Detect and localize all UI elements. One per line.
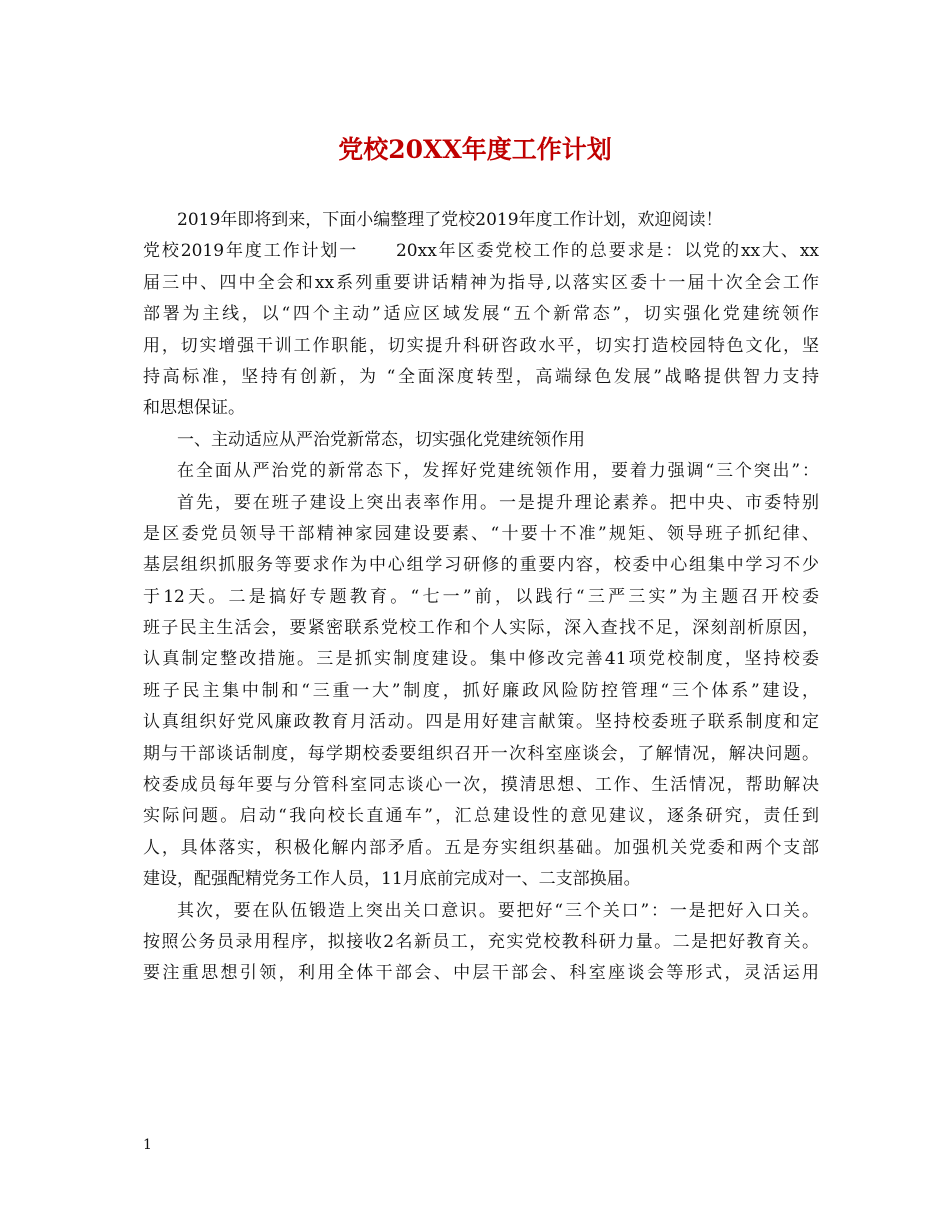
paragraph-line: 期与干部谈话制度，每学期校委要组织召开一次科室座谈会，了解情况，解决问题。	[143, 743, 819, 764]
paragraph-line: 认真组织好党风廉政教育月活动。四是用好建言献策。坚持校委班子联系制度和定	[143, 712, 819, 733]
paragraph-line: 建设，配强配精党务工作人员，11月底前完成对一、二支部换届。	[143, 869, 641, 890]
paragraph-line: 和思想保证。	[143, 398, 245, 419]
paragraph-line: 按照公务员录用程序，拟接收2名新员工，充实党校教科研力量。二是把好教育关。	[143, 931, 819, 952]
paragraph-line: 班子民主集中制和“三重一大”制度，抓好廉政风险防控管理“三个体系”建设，	[143, 680, 819, 701]
paragraph-line: 部署为主线，以“四个主动”适应区域发展“五个新常态”，切实强化党建统领作	[143, 304, 819, 325]
paragraph-line: 要注重思想引领，利用全体干部会、中层干部会、科室座谈会等形式，灵活运用	[143, 963, 819, 984]
paragraph-line: 一、主动适应从严治党新常态，切实强化党建统领作用	[177, 429, 585, 450]
paragraph-line: 持高标准，坚持有创新，为 “全面深度转型，高端绿色发展”战略提供智力支持	[143, 366, 819, 387]
paragraph-line: 用，切实增强干训工作职能，切实提升科研咨政水平，切实打造校园特色文化，坚	[143, 335, 819, 356]
paragraph-line: 在全面从严治党的新常态下，发挥好党建统领作用，要着力强调“三个突出”：	[177, 461, 819, 482]
document-body	[143, 205, 819, 990]
paragraph-line: 实际问题。启动“我向校长直通车”，汇总建设性的意见建议，逐条研究，责任到	[143, 806, 819, 827]
paragraph-line: 2019年即将到来，下面小编整理了党校2019年度工作计划，欢迎阅读！	[177, 210, 723, 230]
paragraph-line: 其次，要在队伍锻造上突出关口意识。要把好“三个关口”：一是把好入口关。	[177, 900, 819, 921]
paragraph-line: 首先，要在班子建设上突出表率作用。一是提升理论素养。把中央、市委特别	[177, 492, 819, 513]
paragraph-line: 校委成员每年要与分管科室同志谈心一次，摸清思想、工作、生活情况，帮助解决	[143, 775, 819, 796]
paragraph-line: 届三中、四中全会和xx系列重要讲话精神为指导,以落实区委十一届十次全会工作	[143, 272, 819, 293]
paragraph-line: 人，具体落实，积极化解内部矛盾。五是夯实组织基础。加强机关党委和两个支部	[143, 837, 819, 858]
paragraph-line: 于12天。二是搞好专题教育。“七一”前，以践行“三严三实”为主题召开校委	[143, 586, 819, 607]
page-number: 1	[143, 1137, 152, 1153]
paragraph-line: 认真制定整改措施。三是抓实制度建设。集中修改完善41项党校制度，坚持校委	[143, 649, 819, 670]
paragraph-line: 基层组织抓服务等要求作为中心组学习研修的重要内容，校委中心组集中学习不少	[143, 555, 819, 576]
paragraph-line: 党校2019年度工作计划一 20xx年区委党校工作的总要求是：以党的xx大、xx	[143, 241, 819, 262]
paragraph-line: 班子民主生活会，要紧密联系党校工作和个人实际，深入查找不足，深刻剖析原因，	[143, 618, 819, 639]
paragraph-line: 是区委党员领导干部精神家园建设要素、“十要十不准”规矩、领导班子抓纪律、	[143, 523, 819, 544]
document-title: 党校20XX年度工作计划	[338, 135, 612, 164]
